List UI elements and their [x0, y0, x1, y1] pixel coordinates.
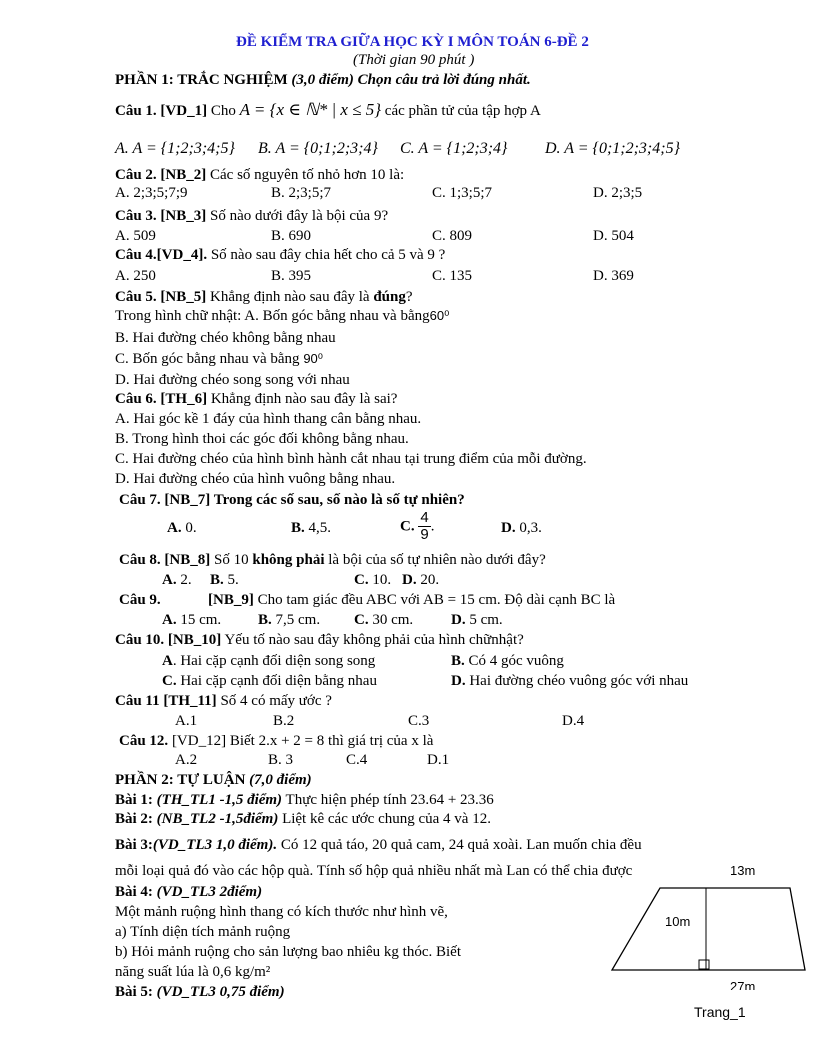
option-text: 2. [180, 572, 192, 588]
question-text: Cho [210, 103, 236, 119]
question-text: là bội của số tự nhiên nào dưới đây? [328, 552, 546, 568]
question-text: Khẳng định nào sau đây là [210, 289, 370, 305]
option-text: 4,5. [308, 520, 332, 536]
exercise-label: Bài 2: [115, 811, 153, 827]
option-text: 30 cm. [372, 612, 414, 628]
option-text: Hai cặp cạnh đối diện bằng nhau [180, 673, 377, 689]
q12-option-a: A.2 [175, 752, 198, 768]
option-text: . [430, 518, 435, 535]
exercise-4-line-1: Một mảnh ruộng hình thang có kích thước như hình vẽ, [115, 904, 448, 920]
figure-height-label: 10m [665, 914, 691, 929]
option-label: D. [451, 673, 466, 689]
question-3 [115, 207, 388, 225]
question-label: Câu 10. [NB_10] [115, 632, 222, 648]
option-text: . Hai cặp cạnh đối diện song song [172, 653, 376, 669]
figure-top-label: 13m [730, 863, 756, 878]
part2-note: (7,0 điểm) [249, 772, 312, 788]
exercise-4-line-2: a) Tính diện tích mảnh ruộng [115, 924, 291, 940]
part2-title: PHẦN 2: TỰ LUẬN [115, 772, 246, 788]
exercise-text: Có 12 quả táo, 20 quả cam, 24 quả xoài. Lan muốn chia đều [280, 837, 642, 853]
exercise-1 [115, 791, 494, 809]
q7-option-a [167, 519, 197, 537]
exercise-label: Bài 4: [115, 884, 153, 900]
denominator: 9 [420, 526, 429, 543]
q4-option-c: C. 135 [432, 268, 473, 284]
q8-option-a [162, 571, 192, 589]
exercise-label: Bài 5: [115, 984, 153, 1000]
q3-option-a: A. 509 [115, 228, 156, 244]
exercise-tag: (VD_TL3 2điểm) [156, 884, 263, 900]
q9-option-b [258, 611, 320, 629]
q8-option-c [354, 571, 391, 589]
q10-option-c [162, 672, 377, 690]
exercise-4-line-3: b) Hỏi mảnh ruộng cho sản lượng bao nhiêu kg thóc. Biết [115, 944, 462, 960]
exercise-label: Bài 3: [115, 837, 153, 853]
q12-option-d: D.1 [427, 752, 450, 768]
exercise-label: Bài 1: [115, 792, 153, 808]
q1-option-d: D. A = {0;1;2;3;4;5} [545, 140, 680, 157]
exercise-text: Liệt kê các ước chung của 4 và 12. [282, 811, 491, 827]
option-text: 5. [227, 572, 239, 588]
option-text: Có 4 góc vuông [468, 653, 564, 669]
question-label: Câu 3. [NB_3] [115, 208, 207, 224]
exercise-tag: (TH_TL1 -1,5 điểm) [156, 792, 283, 808]
option-label: A. [162, 572, 177, 588]
question-text: Số 10 [214, 552, 249, 568]
option-text: 5 cm. [469, 612, 503, 628]
option-text: 15 cm. [180, 612, 222, 628]
q8-option-b [210, 571, 239, 589]
question-label: Câu 1. [VD_1] [115, 103, 208, 119]
q4-option-d: D. 369 [593, 268, 634, 284]
emphasis-text: đúng [373, 289, 406, 305]
question-label: Câu 6. [TH_6] [115, 391, 208, 407]
option-text: 10. [372, 572, 392, 588]
option-label: A [162, 653, 173, 669]
part2-heading [115, 771, 312, 789]
q12-option-c: C.4 [346, 752, 368, 768]
q5-option-b: B. Hai đường chéo không bằng nhau [115, 330, 336, 346]
q3-option-b: B. 690 [271, 228, 312, 244]
exercise-text: Thực hiện phép tính 23.64 + 23.36 [285, 792, 494, 808]
question-label: Câu 11 [TH_11] [115, 693, 217, 709]
question-label: Câu 4.[VD_4]. [115, 247, 208, 263]
option-text: 20. [420, 572, 440, 588]
right-angle-mark [699, 960, 709, 969]
question-4 [115, 246, 445, 264]
option-text: Hai đường chéo vuông góc với nhau [469, 673, 689, 689]
angle-value: 90⁰ [303, 351, 323, 366]
q2-option-a: A. 2;3;5;7;9 [115, 185, 188, 201]
exercise-3 [115, 836, 642, 854]
question-text: Yếu tố nào sau đây không phải của hình chữnhật? [224, 632, 524, 648]
q4-option-b: B. 395 [271, 268, 312, 284]
question-text: Số nào sau đây chia hết cho cả 5 và 9 ? [210, 247, 446, 263]
q7-option-b [291, 519, 331, 537]
question-5 [115, 288, 413, 306]
page-number: Trang_1 [694, 1004, 746, 1020]
q4-option-a: A. 250 [115, 268, 156, 284]
q9-option-c [354, 611, 413, 629]
document-title: ĐỀ KIỂM TRA GIỮA HỌC KỲ I MÔN TOÁN 6-ĐỀ 2 [236, 34, 589, 50]
question-8 [119, 551, 546, 569]
question-text: ? [405, 289, 413, 305]
question-text: Các số nguyên tố nhỏ hơn 10 là: [210, 167, 405, 183]
question-label: Câu 8. [NB_8] [119, 552, 211, 568]
exercise-tag: (NB_TL2 -1,5điểm) [156, 811, 279, 827]
option-label: C. [162, 673, 177, 689]
question-label: Câu 2. [NB_2] [115, 167, 207, 183]
option-text: C. Bốn góc bằng nhau và bằng [115, 351, 300, 367]
option-label: B. [258, 612, 272, 628]
option-label: B. [210, 572, 224, 588]
emphasis-text: không phải [252, 552, 325, 568]
question-text: Số 4 có mấy ước ? [220, 693, 332, 709]
q2-option-b: B. 2;3;5;7 [271, 185, 332, 201]
option-text: 0. [185, 520, 197, 536]
question-7: Câu 7. [NB_7] Trong các số sau, số nào là số tự nhiên? [119, 492, 465, 508]
exercise-tag: (VD_TL3 1,0 điểm). [152, 837, 278, 853]
q6-option-a: A. Hai góc kề 1 đáy của hình thang cân bằng nhau. [115, 411, 422, 427]
exercise-2 [115, 810, 491, 828]
q5-option-d: D. Hai đường chéo song song với nhau [115, 372, 350, 388]
trapezoid-figure [600, 878, 810, 983]
question-text: Số nào dưới đây là bội của 9? [210, 208, 389, 224]
question-text: [VD_12] Biết 2.x + 2 = 8 thì giá trị của x là [171, 733, 434, 749]
q1-option-b: B. A = {0;1;2;3;4} [258, 140, 378, 157]
q11-option-b: B.2 [273, 713, 295, 729]
option-label: A. [167, 520, 182, 536]
set-expression: A = {x ∈ ℕ* | x ≤ 5} [239, 100, 382, 119]
exercise-4 [115, 883, 262, 901]
option-label: C. [400, 518, 415, 535]
time-limit: (Thời gian 90 phút ) [353, 52, 475, 68]
question-label: Câu 12. [119, 733, 169, 749]
angle-value: 60⁰ [429, 308, 450, 323]
q8-option-d [402, 571, 439, 589]
option-text: 0,3. [519, 520, 542, 536]
q5-option-a [115, 307, 449, 325]
q12-option-b: B. 3 [268, 752, 294, 768]
option-text: 7,5 cm. [275, 612, 321, 628]
question-tag: [NB_9] [208, 592, 254, 608]
option-label: D. [451, 612, 466, 628]
question-label: Câu 5. [NB_5] [115, 289, 207, 305]
option-label: C. [354, 612, 369, 628]
q11-option-d: D.4 [562, 713, 585, 729]
q2-option-c: C. 1;3;5;7 [432, 185, 493, 201]
exercise-5 [115, 983, 285, 1001]
numerator: 4 [420, 509, 429, 526]
question-label: Câu 9. [119, 592, 161, 608]
figure-bottom-label-clip [730, 978, 770, 990]
q6-option-c: C. Hai đường chéo của hình bình hành cắt nhau tại trung điểm của mỗi đường. [115, 451, 587, 467]
option-label: B. [451, 653, 465, 669]
q6-option-d: D. Hai đường chéo của hình vuông bằng nhau. [115, 471, 396, 487]
question-2 [115, 166, 404, 184]
q10-option-a [162, 652, 375, 670]
q9-option-a [162, 611, 221, 629]
option-label: B. [291, 520, 305, 536]
trapezoid-shape [612, 888, 805, 970]
q2-option-d: D. 2;3;5 [593, 185, 643, 201]
option-text: Trong hình chữ nhật: A. Bốn góc bằng nhau và bằng [115, 308, 430, 324]
q3-option-c: C. 809 [432, 228, 473, 244]
question-9-text [208, 591, 615, 609]
q7-option-d [501, 519, 542, 537]
q3-option-d: D. 504 [593, 228, 634, 244]
option-label: D. [402, 572, 417, 588]
option-label: A. [162, 612, 177, 628]
q1-option-c: C. A = {1;2;3;4} [400, 140, 508, 157]
part1-heading [115, 71, 531, 89]
q11-option-a: A.1 [175, 713, 198, 729]
fraction [418, 510, 430, 543]
question-12 [119, 732, 433, 750]
q11-option-c: C.3 [408, 713, 430, 729]
question-10 [115, 631, 524, 649]
q1-option-a: A. A = {1;2;3;4;5} [115, 140, 235, 157]
part1-title: PHẦN 1: TRẮC NGHIỆM [115, 72, 288, 88]
part1-note: (3,0 điểm) Chọn câu trả lời đúng nhất. [291, 72, 531, 88]
q6-option-b: B. Trong hình thoi các góc đối không bằng nhau. [115, 431, 409, 447]
question-text: Cho tam giác đều ABC với AB = 15 cm. Độ dài cạnh BC là [257, 592, 616, 608]
exercise-3-cont: mỗi loại quả đó vào các hộp quà. Tính số hộp quả nhiều nhất mà Lan có thể chia được [115, 863, 633, 879]
question-text: Khẳng định nào sau đây là sai? [210, 391, 398, 407]
exercise-tag: (VD_TL3 0,75 điểm) [156, 984, 285, 1000]
exercise-4-line-4: năng suất lúa là 0,6 kg/m² [115, 964, 271, 980]
question-9 [119, 591, 161, 609]
question-text: các phần tử của tập hợp A [384, 103, 541, 119]
option-label: D. [501, 520, 516, 536]
q5-option-c [115, 350, 323, 368]
q10-option-d [451, 672, 688, 690]
q10-option-b [451, 652, 564, 670]
question-6 [115, 390, 397, 408]
question-11 [115, 692, 332, 710]
option-label: C. [354, 572, 369, 588]
question-1 [115, 101, 541, 120]
q9-option-d [451, 611, 503, 629]
q7-option-c [400, 510, 434, 543]
figure-bottom-label: 27m [730, 979, 756, 990]
